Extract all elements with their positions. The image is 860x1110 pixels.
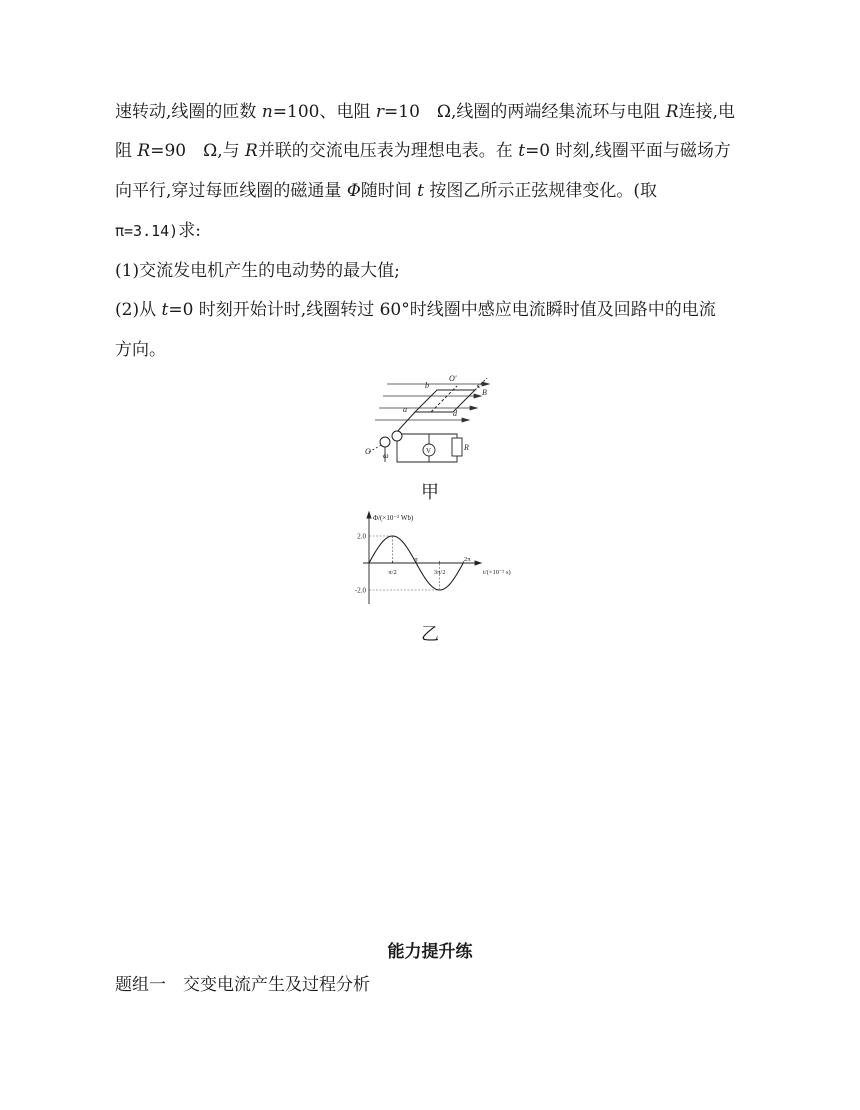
problem-line-1: 速转动,线圈的匝数 n=100、电阻 r=10 Ω,线圈的两端经集流环与电阻 R连接,电 [115,102,736,122]
svg-text:O: O [365,447,371,456]
problem-line-4: π=3.14)求: [115,221,201,241]
svg-text:R: R [464,443,469,452]
svg-text:ω: ω [383,451,389,460]
x-tick-label: 2π [463,556,471,563]
y-tick-label: 2.0 [357,532,366,541]
flux-chart [345,508,515,608]
svg-text:c: c [477,381,481,390]
question-2-cont: 方向。 [115,340,166,360]
svg-text:b: b [425,381,429,390]
problem-line-3: 向平行,穿过每匝线圈的磁通量 Φ随时间 t 按图乙所示正弦规律变化。(取 [115,181,658,201]
caption-yi: 乙 [421,624,439,645]
y-axis-label: Φ/(×10⁻² Wb) [373,514,414,522]
section-heading: 能力提升练 [387,942,473,962]
generator-diagram [365,372,505,466]
x-tick-label: π/2 [388,569,397,576]
question-2: (2)从 t=0 时刻开始计时,线圈转过 60°时线圈中感应电流瞬时值及回路中的电流 [115,300,716,320]
section-subheading: 题组一 交变电流产生及过程分析 [115,975,370,995]
x-tick-label: π [414,556,418,563]
svg-text:O': O' [449,374,457,383]
caption-jia: 甲 [421,482,439,503]
svg-text:V: V [426,447,432,455]
svg-text:d: d [453,409,457,418]
x-tick-label: 3π/2 [433,569,446,576]
x-axis-label: t/(×10⁻² s) [483,569,511,576]
svg-text:B: B [482,388,487,397]
y-tick-label: -2.0 [354,586,366,595]
svg-text:a: a [403,405,407,414]
problem-line-2: 阻 R=90 Ω,与 R并联的交流电压表为理想电表。在 t=0 时刻,线圈平面与磁场方 [115,141,731,161]
question-1: (1)交流发电机产生的电动势的最大值; [115,261,400,281]
